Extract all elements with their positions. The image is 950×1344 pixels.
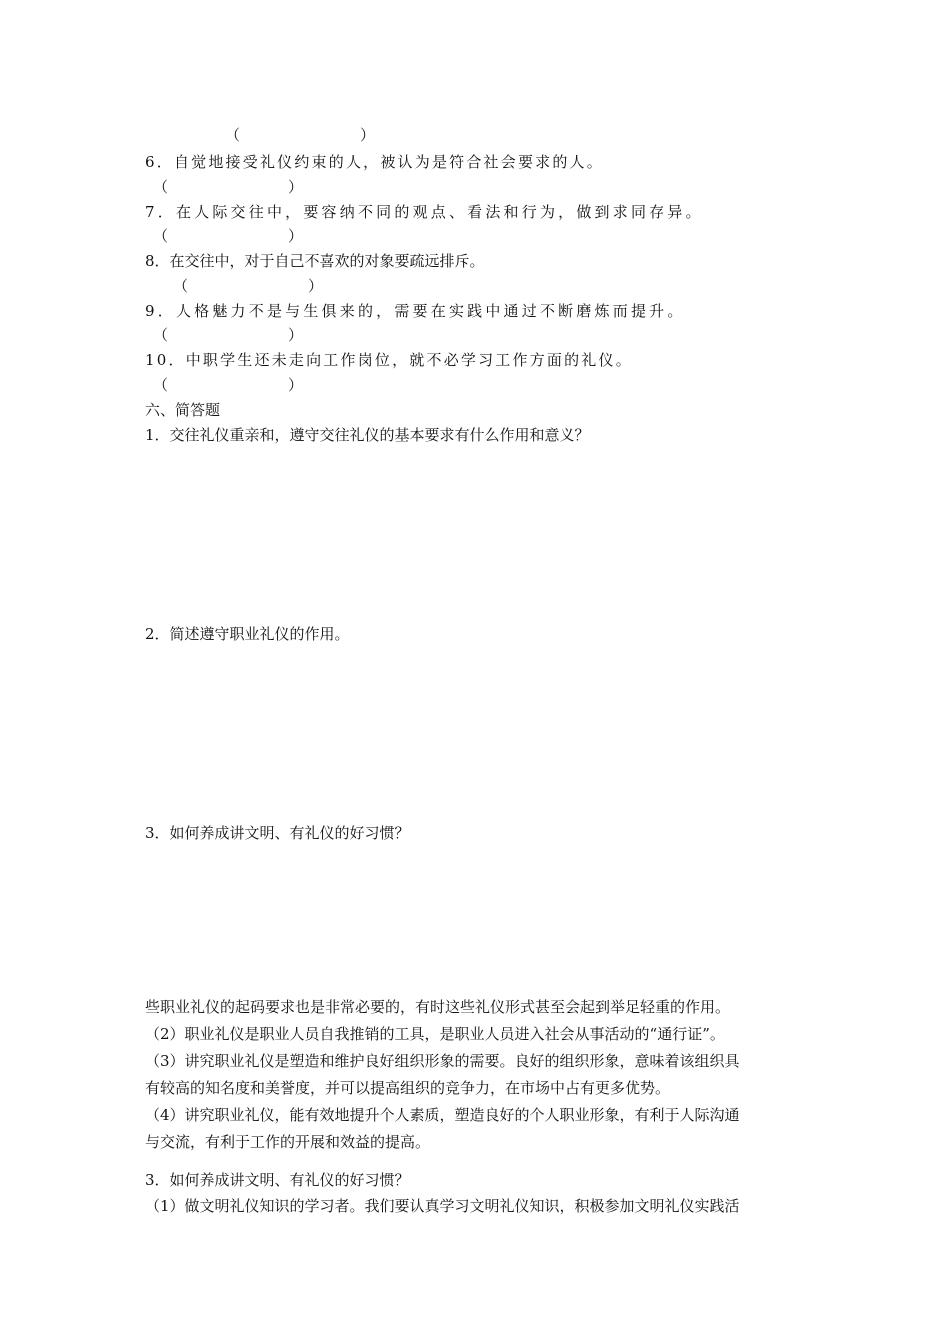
tf-item-9	[145, 301, 686, 321]
item-number: 6．	[145, 153, 174, 171]
answer-question-3: 3．如何养成讲文明、有礼仪的好习惯？	[145, 1171, 410, 1189]
answer-line: 些职业礼仪的起码要求也是非常必要的，有时这些礼仪形式甚至会起到举足轻重的作用。	[145, 998, 731, 1016]
answer-point-3: （3）讲究职业礼仪是塑造和维护良好组织形象的需要。良好的组织形象，意味着该组织具	[145, 1052, 740, 1070]
answer-paren-6: （ ）	[153, 178, 304, 196]
item-text: 自觉地接受礼仪约束的人，被认为是符合社会要求的人。	[173, 153, 604, 171]
tf-item-10	[145, 350, 633, 370]
answer-paren-9: （ ）	[153, 326, 304, 344]
answer-paren-5: （ ）	[225, 126, 376, 144]
item-number: 10．	[145, 351, 186, 369]
question-1: 1．交往礼仪重亲和，遵守交往礼仪的基本要求有什么作用和意义？	[145, 426, 590, 444]
answer-block	[145, 994, 810, 1156]
answer-point-4: （4）讲究职业礼仪，能有效地提升个人素质，塑造良好的个人职业形象，有利于人际沟通	[145, 1106, 740, 1124]
question-2: 2．简述遵守职业礼仪的作用。	[145, 625, 350, 643]
answer-point-4-cont: 与交流，有利于工作的开展和效益的提高。	[145, 1133, 431, 1151]
answer-paren-10: （ ）	[153, 376, 304, 394]
tf-item-6	[145, 152, 604, 172]
answer-paren-7: （ ）	[153, 227, 304, 245]
item-text: 中职学生还未走向工作岗位，就不必学习工作方面的礼仪。	[185, 351, 633, 369]
answer-question-3-point-1: （1）做文明礼仪知识的学习者。我们要认真学习文明礼仪知识，积极参加文明礼仪实践活	[145, 1197, 740, 1215]
answer-paren-8: （ ）	[173, 277, 324, 295]
item-text: 在交往中，对于自己不喜欢的对象要疏远排斥。	[169, 252, 485, 270]
answer-point-2: （2）职业礼仪是职业人员自我推销的工具，是职业人员进入社会从事活动的“通行证”。	[145, 1025, 725, 1043]
tf-item-7	[145, 202, 704, 222]
section-title: 六、简答题	[145, 401, 221, 419]
item-text: 在人际交往中，要容纳不同的观点、看法和行为，做到求同存异。	[175, 203, 704, 221]
item-number: 8．	[145, 252, 170, 270]
tf-item-8	[145, 251, 485, 271]
question-3: 3．如何养成讲文明、有礼仪的好习惯？	[145, 824, 410, 842]
item-text: 人格魅力不是与生俱来的，需要在实践中通过不断磨炼而提升。	[175, 302, 686, 320]
item-number: 9．	[145, 302, 176, 320]
answer-point-3-cont: 有较高的知名度和美誉度，并可以提高组织的竞争力，在市场中占有更多优势。	[145, 1079, 671, 1097]
item-number: 7．	[145, 203, 176, 221]
